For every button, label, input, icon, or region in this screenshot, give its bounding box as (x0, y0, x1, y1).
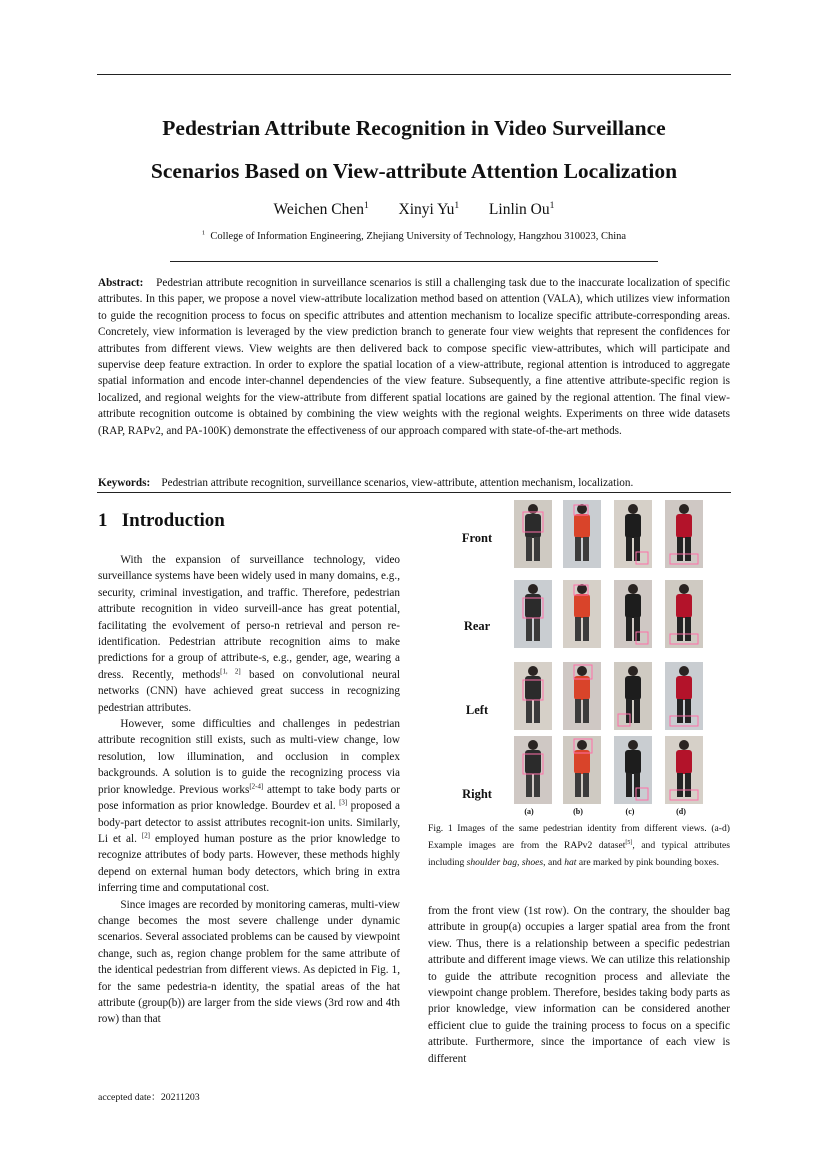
row-label-front: Front (461, 531, 493, 545)
pedestrian-image-rear-d (665, 580, 703, 648)
keywords-rule (97, 492, 731, 493)
pedestrian-image-right-a (514, 736, 552, 804)
col-label-d: (d) (676, 807, 686, 816)
pedestrian-image-front-a (514, 500, 552, 568)
col-label-a: (a) (524, 807, 534, 816)
abstract-label: Abstract: (98, 277, 144, 289)
intro-paragraph-3: Since images are recorded by monitoring cameras, multi-view change becomes the most severe challenge under dynamic scenarios. Several associated problems can be caused by viewpoint change, such as, region change problem for the same attribute of the identical pedestrian from different views. As depicted in Fig. 1, for the same pedestria-n identity, the spatial areas of the hat attribute (group(b)) are larger from the side views (3rd row and 4th row) than that (98, 898, 400, 1026)
header-rule (170, 261, 658, 262)
author-1: Weichen Chen$^1$ (273, 199, 369, 218)
pedestrian-image-front-b (563, 500, 601, 568)
keywords-label: Keywords: (98, 477, 151, 489)
paper-title-line-1: Pedestrian Attribute Recognition in Video Surveillance (162, 116, 666, 140)
author-2: Xinyi Yu$^1$ (398, 199, 460, 218)
affiliation: $^1$ College of Information Engineering, Zhejiang University of Technology, Hangzhou 310023, China (201, 229, 627, 242)
row-label-left: Left (465, 703, 489, 717)
col-label-b: (b) (573, 807, 583, 816)
pedestrian-image-left-d (665, 662, 703, 730)
pedestrian-image-rear-b (563, 580, 601, 648)
pedestrian-image-right-d (665, 736, 703, 804)
keywords (98, 475, 730, 491)
section-heading-introduction: 1 Introduction (98, 510, 225, 531)
keywords-text: Pedestrian attribute recognition, surveillance scenarios, view-attribute, attention mechanism, localization. (161, 477, 634, 489)
paper-title-line-2: Scenarios Based on View-attribute Attention Localization (150, 159, 678, 183)
row-label-right: Right (462, 787, 492, 801)
pedestrian-image-front-d (665, 500, 703, 568)
left-column-text (98, 552, 400, 1028)
author-list (60, 201, 768, 219)
intro-paragraph-2: However, some difficulties and challenges in pedestrian attribute recognition still exists, such as multi-view change, low resolution, low illumination, and occlusion in complex backgrounds. A solution is to guide the recognizing process via prior knowledge. Previous works[2-4] attempt to take body parts or pose information as prior knowledge. Bourdev et al. [3] proposed a body-part detector to assist attributes recognit-ion units. Similarly, Li et al. [2] employed human posture as the prior knowledge to recognize attributes of body parts. However, these methods highly depend on external human body detectors, which bring in extra inferring time and computational cost. (98, 718, 401, 895)
right-column-text: from the front view (1st row). On the contrary, the shoulder bag attribute in group(a) occupies a larger spatial area from the front view. Thus, there is a relationship between a specific pedestrian attribute and different image views. We can utilize this relationship to guide the attribute recognition process and alleviate the viewpoint change problem. Therefore, besides taking body parts as prior knowledge, view information can be considered another efficient clue to guide the training process to focus on a specific attribute. Furthermore, since the importance of each view is different (428, 905, 730, 1065)
col-label-c: (c) (625, 807, 635, 816)
row-label-rear: Rear (463, 619, 491, 633)
pedestrian-image-left-c (614, 662, 652, 730)
pedestrian-image-left-a (514, 662, 552, 730)
pedestrian-image-rear-c (614, 580, 652, 648)
pedestrian-image-left-b (563, 662, 601, 730)
intro-paragraph-1: With the expansion of surveillance technology, video surveillance systems have been widely used in many domains, e.g., security, criminal investigation, and traffic. Therefore, pedestrian attribute recognition in video surveill-ance has great potential, facilitating the evolvement of perso-n retrieval and person re-identification. Pedestrian attribute recognition aims to make predictions for a group of attribute-s, e.g., gender, age, wearing a dress. Recently, methods[1, 2] based on convolutional neural networks (CNN) have achieved great success in recognizing pedestrian attributes. (98, 554, 400, 714)
author-3: Linlin Ou$^1$ (488, 199, 555, 218)
accepted-date: accepted date：20211203 (98, 1092, 200, 1103)
figure-1-caption: Fig. 1 Images of the same pedestrian identity from different views. (a-d) Example images are from the RAPv2 dataset[5], and typical attributes including shoulder bag, shoes, and hat are marked by pink bounding boxes. (428, 823, 730, 868)
top-rule (97, 74, 731, 75)
pedestrian-image-right-b (563, 736, 601, 804)
pedestrian-image-right-c (614, 736, 652, 804)
pedestrian-image-front-c (614, 500, 652, 568)
abstract-text: Pedestrian attribute recognition in surveillance scenarios is still a challenging task due to the inaccurate localization of specific attributes. In this paper, we propose a novel view-attribute localization method based on attention (VALA), which utilizes view information to guide the recognition process to focus on specific attributes and attention mechanism to localize specific attribute-corresponding areas. Concretely, view information is leveraged by the view prediction branch to generate four view weights that represent the confidences for attributes from different views. View weights are then delivered back to compose specific view-attributes, which will participate and supervise deep feature extraction. In order to explore the spatial location of a view-attribute, regional attention is introduced to aggregate spatial information and encode inter-channel dependencies of the view feature. Subsequently, a fine attentive attribute-specific region is localized, and regional weights for the view-attribute from different spatial locations are gained by the regional attention. The final view-attribute recognition outcome is obtained by combining the view weights with the regional weights. Experiments on three wide datasets (RAP, RAPv2, and PA-100K) demonstrate the effectiveness of our approach compared with state-of-the-art methods. (98, 277, 730, 437)
abstract (98, 275, 730, 439)
pedestrian-image-rear-a (514, 580, 552, 648)
